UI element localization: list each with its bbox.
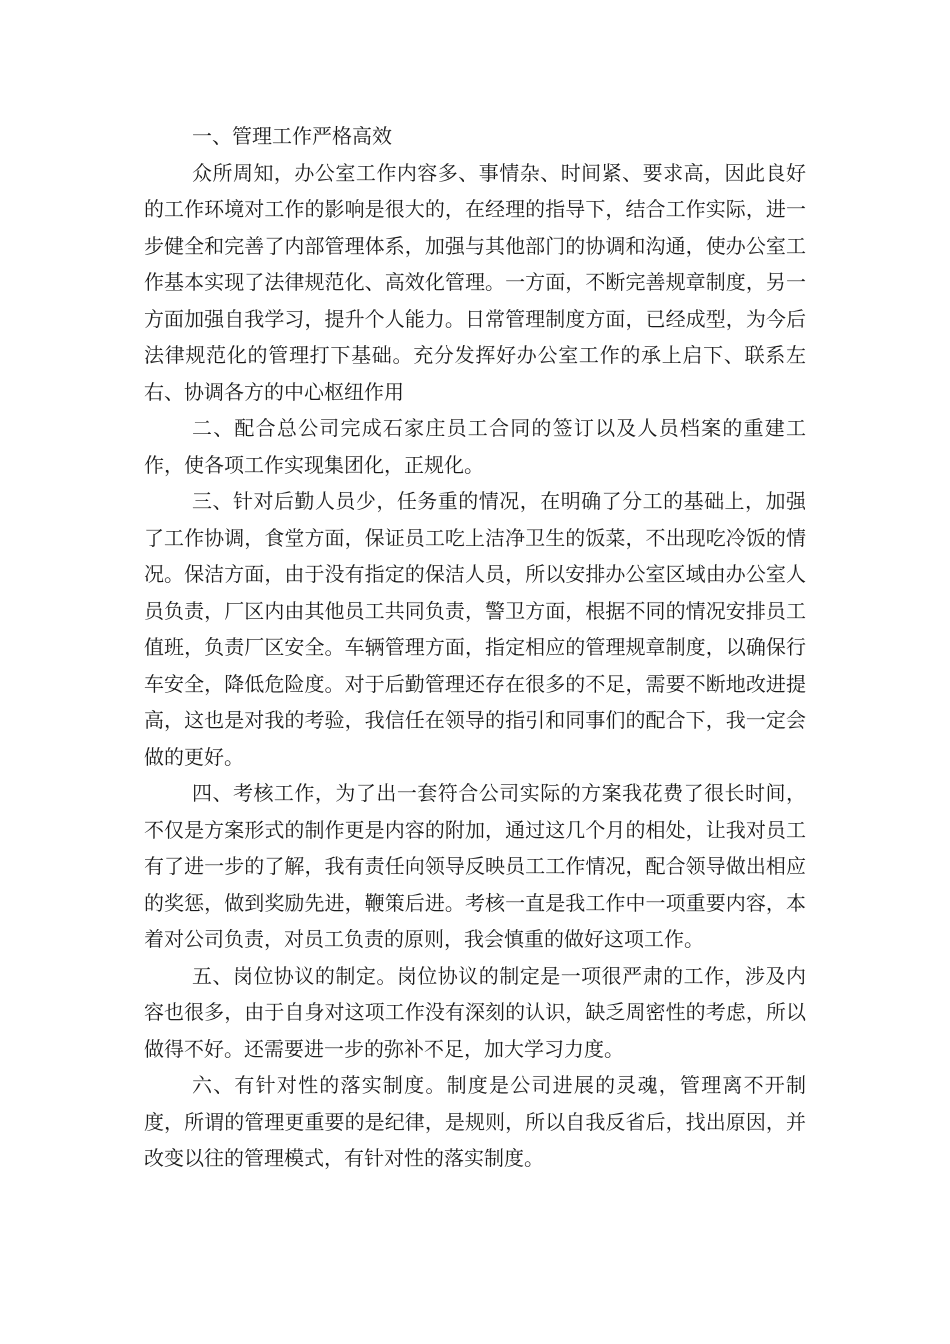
paragraph-contracts-archives: 二、配合总公司完成石家庄员工合同的签订以及人员档案的重建工作，使各项工作实现集团化，正规化。 [144, 416, 806, 477]
paragraph-management-detail: 众所周知，办公室工作内容多、事情杂、时间紧、要求高，因此良好的工作环境对工作的影响是很大的，在经理的指导下，结合工作实际，进一步健全和完善了内部管理体系，加强与其他部门的协调和沟通，使办公室工作基本实现了法律规范化、高效化管理。一方面，不断完善规章制度，另一方面加强自我学习，提升个人能力。日常管理制度方面，已经成型，为今后法律规范化的管理打下基础。充分发挥好办公室工作的承上启下、联系左右、协调各方的中心枢纽作用 [144, 160, 806, 404]
paragraph-assessment: 四、考核工作，为了出一套符合公司实际的方案我花费了很长时间，不仅是方案形式的制作更是内容的附加，通过这几个月的相处，让我对员工有了进一步的了解，我有责任向领导反映员工工作情况，配合领导做出相应的奖惩，做到奖励先进，鞭策后进。考核一直是我工作中一项重要内容，本着对公司负责，对员工负责的原则，我会慎重的做好这项工作。 [144, 781, 806, 951]
paragraph-post-agreement: 五、岗位协议的制定。岗位协议的制定是一项很严肃的工作，涉及内容也很多，由于自身对这项工作没有深刻的认识，缺乏周密性的考虑，所以做得不好。还需要进一步的弥补不足，加大学习力度。 [144, 963, 806, 1061]
section-heading-management: 一、管理工作严格高效 [192, 124, 392, 148]
paragraph-logistics: 三、针对后勤人员少，任务重的情况，在明确了分工的基础上，加强了工作协调，食堂方面，保证员工吃上洁净卫生的饭菜，不出现吃冷饭的情况。保洁方面，由于没有指定的保洁人员，所以安排办公室区域由办公室人员负责，厂区内由其他员工共同负责，警卫方面，根据不同的情况安排员工值班，负责厂区安全。车辆管理方面，指定相应的管理规章制度，以确保行车安全，降低危险度。对于后勤管理还存在很多的不足，需要不断地改进提高，这也是对我的考验，我信任在领导的指引和同事们的配合下，我一定会做的更好。 [144, 489, 806, 769]
paragraph-system-implementation: 六、有针对性的落实制度。制度是公司进展的灵魂，管理离不开制度，所谓的管理更重要的是纪律，是规则，所以自我反省后，找出原因，并改变以往的管理模式，有针对性的落实制度。 [144, 1073, 806, 1170]
document-body [144, 118, 806, 1177]
